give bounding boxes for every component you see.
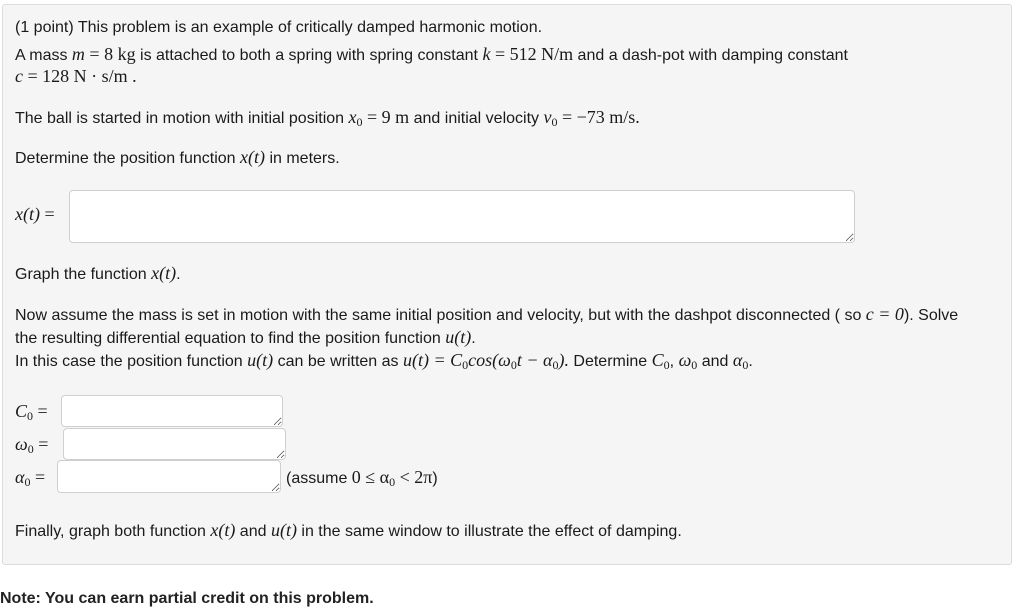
- damping-constant: c = 128 N · s/m .: [15, 66, 137, 86]
- alpha0-answer-field[interactable]: [57, 460, 281, 493]
- c0-answer-field[interactable]: [61, 395, 283, 427]
- xt-answer-field[interactable]: [69, 190, 855, 243]
- initial-conditions: The ball is started in motion with initial position $x_0 = 9$ m and initial velocity $v_0 = -73$ m/s.: [15, 107, 640, 129]
- finally-text: Finally, graph both function x(t) and u(t) in the same window to illustrate the effect of damping.: [15, 520, 682, 540]
- intro-text: (1 point) This problem is an example of critically damped harmonic motion.: [15, 19, 543, 36]
- determine-text: Determine the position function x(t) in meters.: [15, 147, 340, 167]
- alpha0-range-hint: (assume $0 \le \alpha_0 < 2\pi$): [286, 467, 438, 489]
- omega0-label: $\omega_0$ =: [15, 434, 49, 456]
- case-text: In this case the position function u(t) can be written as $u(t) = C_0\cos(\omega_0t - \alpha_0)$. Determine $C_0$, $\omega_0$ and $\alpha_0$.: [15, 350, 753, 372]
- undamped-text-1: Now assume the mass is set in motion with the same initial position and velocity, but with the dashpot disconnected ( so c = 0). Solve: [15, 304, 959, 324]
- partial-credit-note: Note: You can earn partial credit on this problem.: [0, 590, 374, 607]
- omega0-answer-field[interactable]: [63, 428, 286, 460]
- xt-label: x(t) =: [15, 204, 55, 224]
- c0-label: $C_0$ =: [15, 401, 48, 423]
- problem-panel: [2, 4, 1012, 565]
- undamped-text-2: the resulting differential equation to find the position function u(t).: [15, 327, 476, 347]
- graph-text: Graph the function x(t).: [15, 263, 181, 283]
- mass-sentence: A mass m = 8 kg is attached to both a spring with spring constant k = 512 N/m and a dash-pot with damping constant: [15, 44, 848, 64]
- alpha0-label: $\alpha_0$ =: [15, 467, 46, 489]
